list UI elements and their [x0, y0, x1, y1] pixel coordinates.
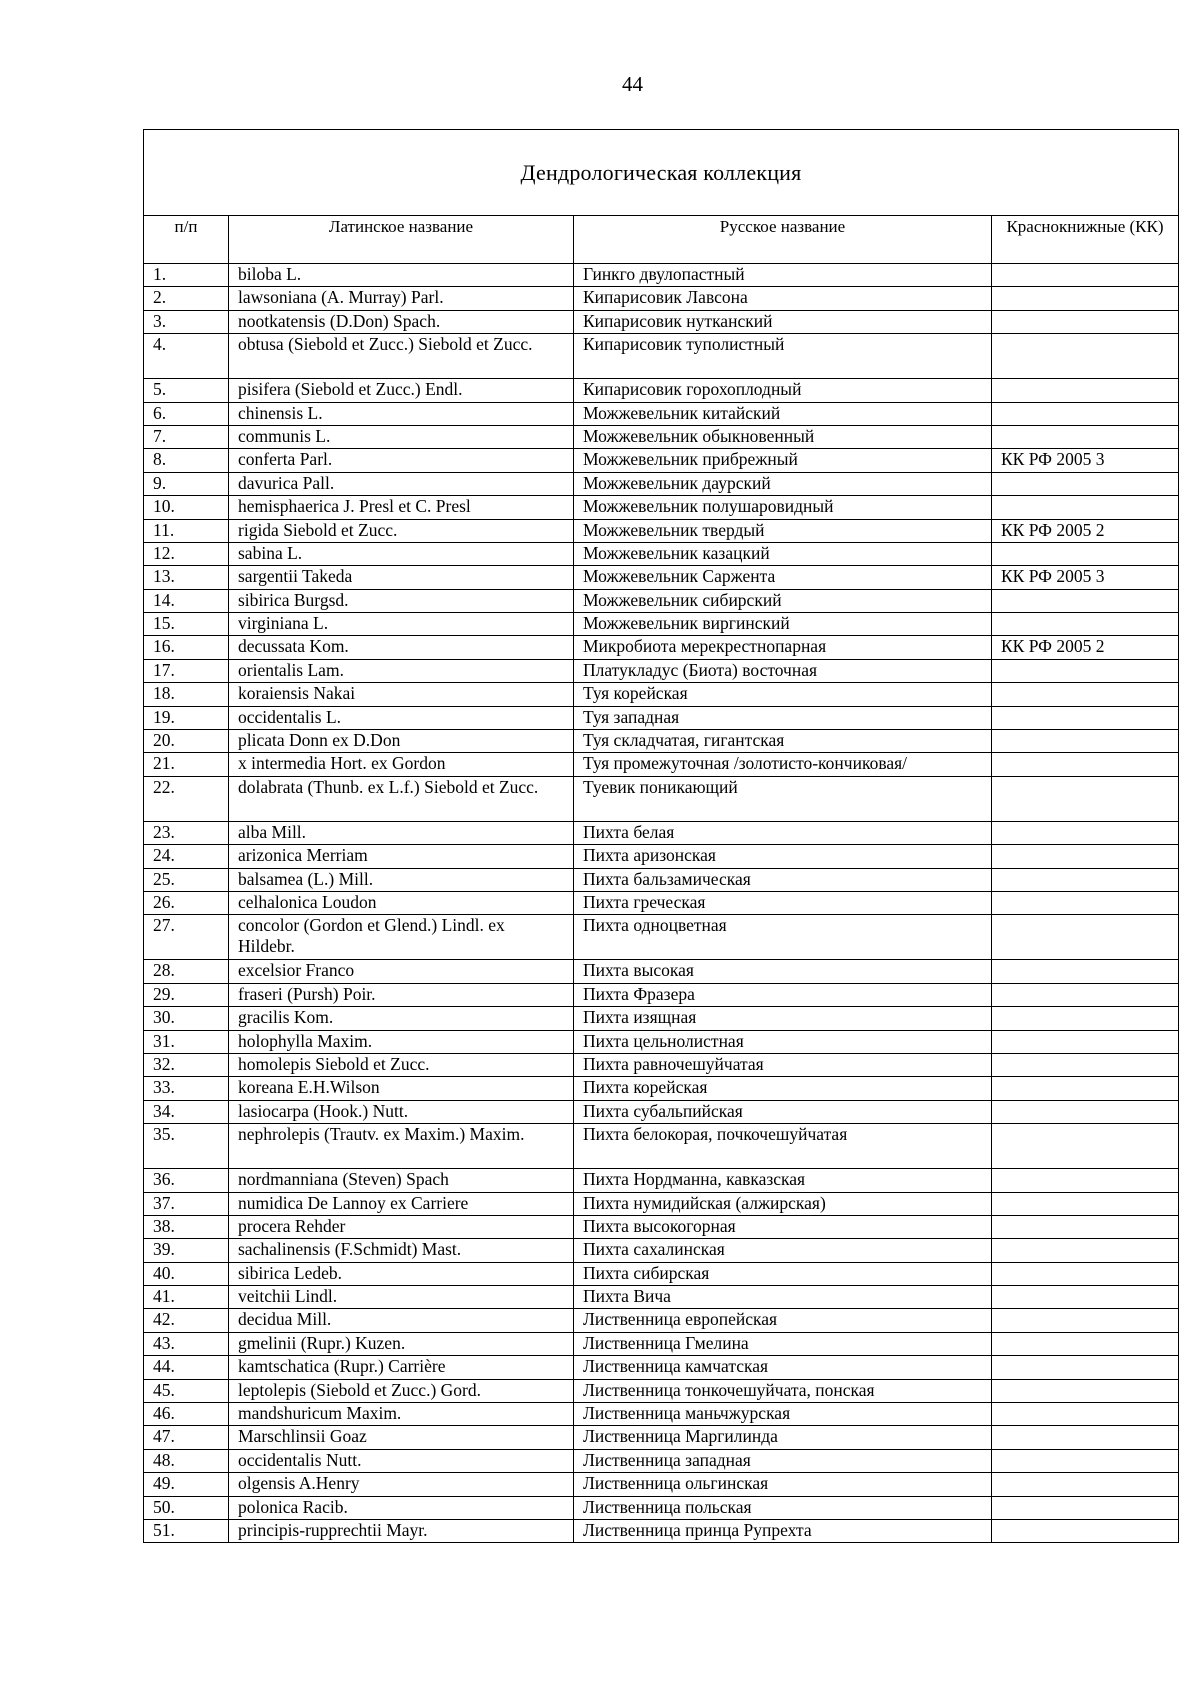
cell-red-book — [992, 1356, 1179, 1379]
cell-number: 37. — [144, 1192, 229, 1215]
cell-number: 25. — [144, 868, 229, 891]
table-row — [144, 915, 1179, 960]
cell-red-book — [992, 1169, 1179, 1192]
cell-latin-name: polonica Racib. — [229, 1496, 574, 1519]
cell-red-book — [992, 379, 1179, 402]
cell-red-book — [992, 472, 1179, 495]
cell-red-book: КК РФ 2005 3 — [992, 449, 1179, 472]
cell-russian-name: Пихта Фразера — [574, 983, 992, 1006]
cell-russian-name: Можжевельник твердый — [574, 519, 992, 542]
cell-number: 35. — [144, 1124, 229, 1169]
cell-number: 5. — [144, 379, 229, 402]
cell-number: 23. — [144, 821, 229, 844]
cell-red-book — [992, 730, 1179, 753]
table-row — [144, 542, 1179, 565]
table-row — [144, 1309, 1179, 1332]
cell-russian-name: Пихта сибирская — [574, 1262, 992, 1285]
table-row — [144, 868, 1179, 891]
cell-red-book — [992, 845, 1179, 868]
cell-russian-name: Можжевельник китайский — [574, 402, 992, 425]
cell-red-book — [992, 496, 1179, 519]
cell-russian-name: Лиственница камчатская — [574, 1356, 992, 1379]
table-row — [144, 379, 1179, 402]
cell-russian-name: Можжевельник казацкий — [574, 542, 992, 565]
cell-latin-name: sibirica Ledeb. — [229, 1262, 574, 1285]
cell-latin-name: gracilis Kom. — [229, 1007, 574, 1030]
cell-red-book — [992, 1100, 1179, 1123]
cell-latin-name: decidua Mill. — [229, 1309, 574, 1332]
cell-latin-name: conferta Parl. — [229, 449, 574, 472]
cell-russian-name: Пихта высокогорная — [574, 1215, 992, 1238]
cell-russian-name: Микробиота мерекрестнопарная — [574, 636, 992, 659]
table-row — [144, 1030, 1179, 1053]
cell-number: 1. — [144, 264, 229, 287]
table-row — [144, 1449, 1179, 1472]
cell-russian-name: Лиственница европейская — [574, 1309, 992, 1332]
cell-number: 39. — [144, 1239, 229, 1262]
cell-red-book — [992, 1379, 1179, 1402]
cell-red-book — [992, 613, 1179, 636]
table-row — [144, 636, 1179, 659]
table-row — [144, 1215, 1179, 1238]
cell-latin-name: nordmanniana (Steven) Spach — [229, 1169, 574, 1192]
cell-number: 2. — [144, 287, 229, 310]
cell-red-book — [992, 310, 1179, 333]
cell-red-book — [992, 1449, 1179, 1472]
table-row — [144, 449, 1179, 472]
cell-red-book — [992, 1030, 1179, 1053]
cell-latin-name: kamtschatica (Rupr.) Carrière — [229, 1356, 574, 1379]
cell-latin-name: lawsoniana (A. Murray) Parl. — [229, 287, 574, 310]
cell-russian-name: Туя промежуточная /золотисто-кончиковая/ — [574, 753, 992, 776]
cell-number: 17. — [144, 659, 229, 682]
cell-number: 34. — [144, 1100, 229, 1123]
cell-red-book — [992, 1496, 1179, 1519]
cell-russian-name: Пихта белокорая, почкочешуйчатая — [574, 1124, 992, 1169]
cell-latin-name: gmelinii (Rupr.) Kuzen. — [229, 1332, 574, 1355]
cell-russian-name: Туя корейская — [574, 683, 992, 706]
table-row — [144, 1192, 1179, 1215]
table-row — [144, 496, 1179, 519]
cell-red-book — [992, 1262, 1179, 1285]
table-row — [144, 519, 1179, 542]
cell-latin-name: sargentii Takeda — [229, 566, 574, 589]
cell-number: 22. — [144, 776, 229, 821]
cell-latin-name: principis-rupprechtii Mayr. — [229, 1519, 574, 1542]
table-row — [144, 1053, 1179, 1076]
table-row — [144, 1332, 1179, 1355]
cell-russian-name: Кипарисовик Лавсона — [574, 287, 992, 310]
table-row — [144, 334, 1179, 379]
table-row — [144, 1356, 1179, 1379]
cell-latin-name: Marschlinsii Goaz — [229, 1426, 574, 1449]
header-red-book: Краснокнижные (КК) — [992, 216, 1179, 264]
cell-latin-name: homolepis Siebold et Zucc. — [229, 1053, 574, 1076]
cell-russian-name: Кипарисовик горохоплодный — [574, 379, 992, 402]
cell-red-book — [992, 1519, 1179, 1542]
cell-number: 33. — [144, 1077, 229, 1100]
table-row — [144, 1496, 1179, 1519]
cell-latin-name: veitchii Lindl. — [229, 1286, 574, 1309]
cell-russian-name: Можжевельник обыкновенный — [574, 425, 992, 448]
cell-latin-name: hemisphaerica J. Presl et C. Presl — [229, 496, 574, 519]
cell-latin-name: x intermedia Hort. ex Gordon — [229, 753, 574, 776]
cell-number: 26. — [144, 891, 229, 914]
cell-latin-name: rigida Siebold et Zucc. — [229, 519, 574, 542]
table-header-row — [144, 216, 1179, 264]
cell-latin-name: arizonica Merriam — [229, 845, 574, 868]
cell-russian-name: Можжевельник прибрежный — [574, 449, 992, 472]
cell-number: 15. — [144, 613, 229, 636]
table-row — [144, 776, 1179, 821]
table-row — [144, 845, 1179, 868]
cell-number: 6. — [144, 402, 229, 425]
cell-russian-name: Пихта субальпийская — [574, 1100, 992, 1123]
cell-number: 51. — [144, 1519, 229, 1542]
cell-red-book — [992, 1332, 1179, 1355]
cell-number: 41. — [144, 1286, 229, 1309]
table-title: Дендрологическая коллекция — [144, 130, 1179, 216]
cell-latin-name: sibirica Burgsd. — [229, 589, 574, 612]
cell-russian-name: Лиственница тонкочешуйчата, понская — [574, 1379, 992, 1402]
header-number: п/п — [144, 216, 229, 264]
cell-russian-name: Пихта высокая — [574, 960, 992, 983]
cell-number: 9. — [144, 472, 229, 495]
cell-number: 48. — [144, 1449, 229, 1472]
table-row — [144, 1169, 1179, 1192]
cell-red-book — [992, 983, 1179, 1006]
cell-latin-name: leptolepis (Siebold et Zucc.) Gord. — [229, 1379, 574, 1402]
cell-russian-name: Можжевельник даурский — [574, 472, 992, 495]
table-row — [144, 730, 1179, 753]
cell-latin-name: lasiocarpa (Hook.) Nutt. — [229, 1100, 574, 1123]
cell-red-book — [992, 425, 1179, 448]
cell-latin-name: excelsior Franco — [229, 960, 574, 983]
cell-number: 7. — [144, 425, 229, 448]
cell-russian-name: Пихта греческая — [574, 891, 992, 914]
cell-latin-name: occidentalis L. — [229, 706, 574, 729]
table-row — [144, 1262, 1179, 1285]
cell-red-book — [992, 776, 1179, 821]
cell-russian-name: Кипарисовик туполистный — [574, 334, 992, 379]
cell-russian-name: Пихта корейская — [574, 1077, 992, 1100]
table-row — [144, 1124, 1179, 1169]
cell-russian-name: Туевик поникающий — [574, 776, 992, 821]
table-row — [144, 472, 1179, 495]
table-row — [144, 425, 1179, 448]
cell-russian-name: Туя складчатая, гигантская — [574, 730, 992, 753]
table-row — [144, 821, 1179, 844]
cell-russian-name: Лиственница ольгинская — [574, 1473, 992, 1496]
cell-russian-name: Лиственница польская — [574, 1496, 992, 1519]
cell-red-book — [992, 589, 1179, 612]
cell-red-book — [992, 402, 1179, 425]
cell-russian-name: Пихта Нордманна, кавказская — [574, 1169, 992, 1192]
table-row — [144, 659, 1179, 682]
cell-number: 19. — [144, 706, 229, 729]
cell-russian-name: Туя западная — [574, 706, 992, 729]
cell-number: 29. — [144, 983, 229, 1006]
cell-red-book — [992, 1077, 1179, 1100]
cell-red-book: КК РФ 2005 3 — [992, 566, 1179, 589]
cell-russian-name: Пихта бальзамическая — [574, 868, 992, 891]
table-row — [144, 891, 1179, 914]
cell-russian-name: Пихта равночешуйчатая — [574, 1053, 992, 1076]
cell-number: 12. — [144, 542, 229, 565]
cell-red-book: КК РФ 2005 2 — [992, 636, 1179, 659]
header-latin-name: Латинское название — [229, 216, 574, 264]
cell-latin-name: procera Rehder — [229, 1215, 574, 1238]
table-row — [144, 1239, 1179, 1262]
table-row — [144, 1379, 1179, 1402]
cell-russian-name: Пихта одноцветная — [574, 915, 992, 960]
cell-red-book — [992, 821, 1179, 844]
cell-number: 47. — [144, 1426, 229, 1449]
cell-russian-name: Гинкго двулопастный — [574, 264, 992, 287]
table-row — [144, 1519, 1179, 1542]
cell-latin-name: dolabrata (Thunb. ex L.f.) Siebold et Zucc. — [229, 776, 574, 821]
cell-red-book — [992, 1426, 1179, 1449]
cell-number: 13. — [144, 566, 229, 589]
cell-red-book — [992, 753, 1179, 776]
table-row — [144, 1077, 1179, 1100]
cell-number: 43. — [144, 1332, 229, 1355]
cell-latin-name: orientalis Lam. — [229, 659, 574, 682]
cell-russian-name: Лиственница принца Рупрехта — [574, 1519, 992, 1542]
cell-number: 3. — [144, 310, 229, 333]
cell-red-book — [992, 891, 1179, 914]
cell-russian-name: Можжевельник виргинский — [574, 613, 992, 636]
cell-russian-name: Пихта белая — [574, 821, 992, 844]
cell-latin-name: decussata Kom. — [229, 636, 574, 659]
dendrology-table — [143, 129, 1179, 1543]
cell-latin-name: nootkatensis (D.Don) Spach. — [229, 310, 574, 333]
table-row — [144, 310, 1179, 333]
table-row — [144, 1100, 1179, 1123]
table-row — [144, 1473, 1179, 1496]
cell-red-book — [992, 542, 1179, 565]
cell-latin-name: holophylla Maxim. — [229, 1030, 574, 1053]
cell-red-book — [992, 915, 1179, 960]
cell-russian-name: Пихта аризонская — [574, 845, 992, 868]
cell-russian-name: Лиственница Маргилинда — [574, 1426, 992, 1449]
cell-russian-name: Пихта изящная — [574, 1007, 992, 1030]
cell-red-book — [992, 264, 1179, 287]
table-row — [144, 264, 1179, 287]
cell-number: 20. — [144, 730, 229, 753]
table-row — [144, 983, 1179, 1006]
cell-red-book — [992, 683, 1179, 706]
cell-number: 50. — [144, 1496, 229, 1519]
table-row — [144, 1007, 1179, 1030]
cell-red-book — [992, 706, 1179, 729]
cell-russian-name: Лиственница маньчжурская — [574, 1403, 992, 1426]
table-row — [144, 753, 1179, 776]
cell-latin-name: biloba L. — [229, 264, 574, 287]
cell-latin-name: nephrolepis (Trautv. ex Maxim.) Maxim. — [229, 1124, 574, 1169]
header-russian-name: Русское название — [574, 216, 992, 264]
cell-number: 31. — [144, 1030, 229, 1053]
cell-red-book: КК РФ 2005 2 — [992, 519, 1179, 542]
cell-latin-name: koreana E.H.Wilson — [229, 1077, 574, 1100]
cell-russian-name: Можжевельник Саржента — [574, 566, 992, 589]
cell-red-book — [992, 960, 1179, 983]
cell-latin-name: koraiensis Nakai — [229, 683, 574, 706]
cell-latin-name: sabina L. — [229, 542, 574, 565]
cell-number: 18. — [144, 683, 229, 706]
cell-number: 14. — [144, 589, 229, 612]
cell-latin-name: davurica Pall. — [229, 472, 574, 495]
cell-red-book — [992, 1309, 1179, 1332]
table-row — [144, 706, 1179, 729]
cell-russian-name: Можжевельник сибирский — [574, 589, 992, 612]
cell-number: 10. — [144, 496, 229, 519]
cell-number: 21. — [144, 753, 229, 776]
table-row — [144, 402, 1179, 425]
cell-red-book — [992, 1403, 1179, 1426]
cell-latin-name: occidentalis Nutt. — [229, 1449, 574, 1472]
cell-latin-name: pisifera (Siebold et Zucc.) Endl. — [229, 379, 574, 402]
cell-russian-name: Кипарисовик нутканский — [574, 310, 992, 333]
cell-russian-name: Пихта Вича — [574, 1286, 992, 1309]
table-row — [144, 589, 1179, 612]
cell-red-book — [992, 868, 1179, 891]
table-row — [144, 1426, 1179, 1449]
cell-latin-name: olgensis A.Henry — [229, 1473, 574, 1496]
cell-number: 8. — [144, 449, 229, 472]
cell-number: 49. — [144, 1473, 229, 1496]
cell-number: 11. — [144, 519, 229, 542]
cell-latin-name: balsamea (L.) Mill. — [229, 868, 574, 891]
cell-red-book — [992, 1215, 1179, 1238]
cell-latin-name: alba Mill. — [229, 821, 574, 844]
cell-red-book — [992, 659, 1179, 682]
cell-red-book — [992, 1124, 1179, 1169]
cell-number: 30. — [144, 1007, 229, 1030]
table-row — [144, 1403, 1179, 1426]
cell-number: 36. — [144, 1169, 229, 1192]
table-row — [144, 683, 1179, 706]
cell-red-book — [992, 1473, 1179, 1496]
cell-number: 44. — [144, 1356, 229, 1379]
cell-russian-name: Лиственница Гмелина — [574, 1332, 992, 1355]
cell-latin-name: communis L. — [229, 425, 574, 448]
cell-number: 45. — [144, 1379, 229, 1402]
cell-russian-name: Можжевельник полушаровидный — [574, 496, 992, 519]
cell-red-book — [992, 1239, 1179, 1262]
cell-latin-name: obtusa (Siebold et Zucc.) Siebold et Zucc. — [229, 334, 574, 379]
cell-latin-name: concolor (Gordon et Glend.) Lindl. ex Hildebr. — [229, 915, 574, 960]
table-row — [144, 566, 1179, 589]
cell-number: 27. — [144, 915, 229, 960]
cell-latin-name: plicata Donn ex D.Don — [229, 730, 574, 753]
cell-latin-name: virginiana L. — [229, 613, 574, 636]
table-row — [144, 960, 1179, 983]
cell-red-book — [992, 1007, 1179, 1030]
cell-russian-name: Пихта сахалинская — [574, 1239, 992, 1262]
cell-red-book — [992, 287, 1179, 310]
cell-red-book — [992, 1053, 1179, 1076]
cell-russian-name: Лиственница западная — [574, 1449, 992, 1472]
cell-russian-name: Пихта цельнолистная — [574, 1030, 992, 1053]
table-row — [144, 287, 1179, 310]
table-row — [144, 1286, 1179, 1309]
cell-number: 46. — [144, 1403, 229, 1426]
cell-number: 38. — [144, 1215, 229, 1238]
table-row — [144, 613, 1179, 636]
cell-number: 24. — [144, 845, 229, 868]
cell-red-book — [992, 334, 1179, 379]
page-number: 44 — [622, 72, 643, 96]
cell-latin-name: fraseri (Pursh) Poir. — [229, 983, 574, 1006]
cell-latin-name: mandshuricum Maxim. — [229, 1403, 574, 1426]
cell-red-book — [992, 1192, 1179, 1215]
cell-latin-name: numidica De Lannoy ex Carriere — [229, 1192, 574, 1215]
cell-number: 4. — [144, 334, 229, 379]
cell-red-book — [992, 1286, 1179, 1309]
cell-latin-name: sachalinensis (F.Schmidt) Mast. — [229, 1239, 574, 1262]
table-body — [144, 264, 1179, 1543]
cell-number: 28. — [144, 960, 229, 983]
cell-number: 32. — [144, 1053, 229, 1076]
cell-russian-name: Пихта нумидийская (алжирская) — [574, 1192, 992, 1215]
cell-number: 42. — [144, 1309, 229, 1332]
cell-latin-name: chinensis L. — [229, 402, 574, 425]
cell-latin-name: celhalonica Loudon — [229, 891, 574, 914]
cell-number: 16. — [144, 636, 229, 659]
cell-russian-name: Платукладус (Биота) восточная — [574, 659, 992, 682]
cell-number: 40. — [144, 1262, 229, 1285]
